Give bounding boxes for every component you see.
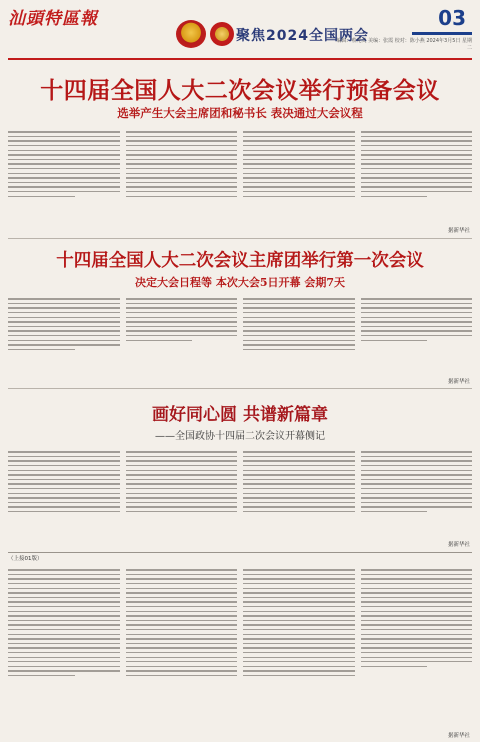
- body-text-line: [8, 191, 120, 192]
- body-text-line: [361, 615, 473, 616]
- body-text-line: [126, 666, 238, 667]
- body-text-line: [243, 643, 355, 644]
- body-text-line: [8, 479, 120, 480]
- body-text-line: [361, 335, 473, 336]
- body-text-line: [243, 182, 355, 183]
- body-text-line: [126, 638, 238, 639]
- body-text-line: [126, 163, 238, 164]
- body-text-line: [8, 312, 120, 313]
- body-text-line: [243, 335, 355, 336]
- body-text-line: [8, 470, 120, 471]
- article-2-column: [8, 295, 120, 377]
- body-text-line: [8, 588, 120, 589]
- body-text-line: [126, 620, 238, 621]
- body-text-line: [126, 511, 238, 512]
- body-text-line: [243, 506, 355, 507]
- body-text-line: [126, 451, 238, 452]
- body-text-line: [243, 340, 355, 341]
- body-text-line: [243, 451, 355, 452]
- body-text-line: [126, 136, 238, 137]
- article-1-headline: 十四届全国人大二次会议举行预备会议: [40, 78, 440, 104]
- article-2-subhead: 决定大会日程等 本次大会5日开幕 会期7天: [135, 276, 345, 289]
- body-text-line: [8, 661, 120, 662]
- body-text-line: [126, 456, 238, 457]
- body-text-line: [126, 159, 238, 160]
- body-text-line: [361, 643, 473, 644]
- body-text-line: [8, 606, 120, 607]
- body-text-line: [243, 150, 355, 151]
- body-text-line: [243, 344, 355, 345]
- edition-meta: 编辑：蔡光灵 美编：张霞 校对：陈小燕 2024年3月5日 星期二: [336, 38, 472, 51]
- body-text-line: [361, 592, 473, 593]
- body-text-line: [126, 488, 238, 489]
- article-1-body: [8, 128, 472, 224]
- body-text-line: [8, 583, 120, 584]
- body-text-line: [361, 601, 473, 602]
- page-number: 03: [438, 6, 466, 30]
- body-text-line: [8, 349, 75, 350]
- body-text-line: [8, 652, 120, 653]
- body-text-line: [361, 497, 473, 498]
- body-text-line: [8, 597, 120, 598]
- body-text-line: [243, 606, 355, 607]
- body-text-line: [361, 307, 473, 308]
- body-text-line: [243, 163, 355, 164]
- masthead-rule: [8, 58, 472, 60]
- article-3-byline: 据新华社: [447, 542, 470, 548]
- body-text-line: [126, 168, 238, 169]
- body-text-line: [361, 136, 473, 137]
- body-text-line: [8, 615, 120, 616]
- body-text-line: [361, 493, 473, 494]
- body-text-line: [361, 629, 473, 630]
- body-text-line: [243, 460, 355, 461]
- body-text-line: [243, 634, 355, 635]
- article-2-column: [126, 295, 238, 377]
- body-text-line: [243, 159, 355, 160]
- masthead: [0, 0, 480, 62]
- body-text-line: [8, 344, 120, 345]
- body-text-line: [243, 330, 355, 331]
- continued-column: [126, 566, 238, 730]
- article-1-column: [126, 128, 238, 224]
- body-text-line: [361, 140, 473, 141]
- body-text-line: [243, 611, 355, 612]
- article-2-body: [8, 295, 472, 377]
- body-text-line: [126, 497, 238, 498]
- body-text-line: [8, 638, 120, 639]
- body-text-line: [361, 661, 473, 662]
- body-text-line: [361, 606, 473, 607]
- body-text-line: [243, 511, 355, 512]
- body-text-line: [361, 647, 473, 648]
- body-text-line: [243, 583, 355, 584]
- body-text-line: [361, 470, 473, 471]
- body-text-line: [8, 493, 120, 494]
- body-text-line: [126, 312, 238, 313]
- body-text-line: [8, 321, 120, 322]
- body-text-line: [8, 647, 120, 648]
- article-3-body: [8, 448, 472, 540]
- section-title: 聚焦2024全国两会: [236, 28, 369, 44]
- body-text-line: [361, 624, 473, 625]
- body-text-line: [361, 298, 473, 299]
- article-1-subhead: 选举产生大会主席团和秘书长 表决通过大会议程: [117, 106, 363, 120]
- body-text-line: [361, 182, 473, 183]
- body-text-line: [243, 569, 355, 570]
- article-3-headline: 画好同心圆 共谱新篇章: [152, 405, 328, 425]
- body-text-line: [8, 163, 120, 164]
- body-text-line: [361, 488, 473, 489]
- body-text-line: [243, 154, 355, 155]
- body-text-line: [361, 150, 473, 151]
- article-1-column: [8, 128, 120, 224]
- body-text-line: [126, 624, 238, 625]
- body-text-line: [361, 340, 428, 341]
- body-text-line: [126, 298, 238, 299]
- body-text-line: [243, 145, 355, 146]
- body-text-line: [8, 298, 120, 299]
- body-text-line: [126, 592, 238, 593]
- body-text-line: [243, 675, 355, 676]
- body-text-line: [8, 460, 120, 461]
- body-text-line: [8, 159, 120, 160]
- body-text-line: [243, 670, 355, 671]
- body-text-line: [126, 303, 238, 304]
- article-divider: [8, 388, 472, 389]
- body-text-line: [361, 620, 473, 621]
- body-text-line: [243, 652, 355, 653]
- body-text-line: [126, 675, 238, 676]
- body-text-line: [8, 624, 120, 625]
- body-text-line: [8, 177, 120, 178]
- body-text-line: [126, 321, 238, 322]
- body-text-line: [361, 569, 473, 570]
- body-text-line: [243, 620, 355, 621]
- body-text-line: [8, 497, 120, 498]
- body-text-line: [126, 131, 238, 132]
- body-text-line: [126, 588, 238, 589]
- body-text-line: [126, 317, 238, 318]
- body-text-line: [243, 307, 355, 308]
- body-text-line: [361, 191, 473, 192]
- body-text-line: [243, 624, 355, 625]
- body-text-line: [8, 154, 120, 155]
- body-text-line: [126, 661, 238, 662]
- body-text-line: [8, 670, 120, 671]
- body-text-line: [126, 474, 238, 475]
- body-text-line: [126, 465, 238, 466]
- body-text-line: [126, 173, 238, 174]
- body-text-line: [126, 657, 238, 658]
- body-text-line: [243, 140, 355, 141]
- body-text-line: [243, 456, 355, 457]
- page-number-bar: [412, 32, 472, 35]
- continued-column: [243, 566, 355, 730]
- body-text-line: [126, 574, 238, 575]
- body-text-line: [126, 597, 238, 598]
- body-text-line: [8, 511, 120, 512]
- body-text-line: [126, 647, 238, 648]
- body-text-line: [361, 597, 473, 598]
- article-1-byline: 据新华社: [447, 228, 470, 234]
- body-text-line: [126, 611, 238, 612]
- body-text-line: [126, 606, 238, 607]
- body-text-line: [243, 483, 355, 484]
- body-text-line: [8, 657, 120, 658]
- body-text-line: [243, 191, 355, 192]
- body-text-line: [8, 340, 120, 341]
- body-text-line: [361, 163, 473, 164]
- body-text-line: [126, 629, 238, 630]
- body-text-line: [8, 611, 120, 612]
- body-text-line: [126, 186, 238, 187]
- article-1-column: [243, 128, 355, 224]
- continued-body: [8, 566, 472, 730]
- body-text-line: [8, 574, 120, 575]
- article-divider: [8, 238, 472, 239]
- cppcc-emblem-icon: [210, 22, 234, 46]
- body-text-line: [8, 569, 120, 570]
- article-2-headline: 十四届全国人大二次会议主席团举行第一次会议: [56, 251, 424, 271]
- body-text-line: [8, 634, 120, 635]
- article-2-column: [243, 295, 355, 377]
- body-text-line: [126, 177, 238, 178]
- body-text-line: [361, 657, 473, 658]
- body-text-line: [8, 592, 120, 593]
- body-text-line: [8, 578, 120, 579]
- newspaper-logo: 汕頭特區報: [8, 9, 98, 29]
- body-text-line: [243, 638, 355, 639]
- body-text-line: [126, 634, 238, 635]
- body-text-line: [361, 578, 473, 579]
- body-text-line: [243, 168, 355, 169]
- body-text-line: [8, 196, 75, 197]
- body-text-line: [243, 326, 355, 327]
- body-text-line: [361, 321, 473, 322]
- body-text-line: [243, 597, 355, 598]
- body-text-line: [8, 145, 120, 146]
- body-text-line: [361, 479, 473, 480]
- continued-label: （上接01版）: [8, 556, 43, 562]
- body-text-line: [361, 131, 473, 132]
- body-text-line: [361, 638, 473, 639]
- body-text-line: [126, 483, 238, 484]
- body-text-line: [243, 317, 355, 318]
- body-text-line: [361, 511, 428, 512]
- body-text-line: [126, 150, 238, 151]
- body-text-line: [8, 317, 120, 318]
- body-text-line: [361, 588, 473, 589]
- body-text-line: [8, 483, 120, 484]
- body-text-line: [8, 131, 120, 132]
- body-text-line: [8, 629, 120, 630]
- body-text-line: [8, 675, 75, 676]
- body-text-line: [126, 140, 238, 141]
- body-text-line: [361, 483, 473, 484]
- body-text-line: [243, 173, 355, 174]
- body-text-line: [243, 601, 355, 602]
- body-text-line: [361, 196, 428, 197]
- body-text-line: [8, 140, 120, 141]
- body-text-line: [361, 168, 473, 169]
- body-text-line: [126, 154, 238, 155]
- body-text-line: [361, 634, 473, 635]
- body-text-line: [361, 611, 473, 612]
- article-3-column: [8, 448, 120, 540]
- body-text-line: [8, 186, 120, 187]
- body-text-line: [126, 670, 238, 671]
- article-3-subhead: ——全国政协十四届二次会议开幕侧记: [155, 431, 325, 442]
- body-text-line: [126, 340, 193, 341]
- body-text-line: [126, 196, 238, 197]
- body-text-line: [361, 474, 473, 475]
- body-text-line: [126, 191, 238, 192]
- body-text-line: [8, 173, 120, 174]
- body-text-line: [243, 615, 355, 616]
- body-text-line: [8, 335, 120, 336]
- body-text-line: [126, 615, 238, 616]
- body-text-line: [361, 451, 473, 452]
- body-text-line: [243, 578, 355, 579]
- article-3-column: [361, 448, 473, 540]
- body-text-line: [243, 465, 355, 466]
- body-text-line: [8, 136, 120, 137]
- body-text-line: [361, 583, 473, 584]
- body-text-line: [243, 661, 355, 662]
- body-text-line: [126, 330, 238, 331]
- body-text-line: [8, 451, 120, 452]
- body-text-line: [8, 601, 120, 602]
- body-text-line: [243, 497, 355, 498]
- body-text-line: [126, 578, 238, 579]
- continued-byline: 据新华社: [447, 733, 470, 739]
- body-text-line: [361, 330, 473, 331]
- body-text-line: [8, 168, 120, 169]
- body-text-line: [243, 470, 355, 471]
- national-emblem-icon: [176, 20, 206, 48]
- body-text-line: [243, 502, 355, 503]
- body-text-line: [8, 474, 120, 475]
- body-text-line: [8, 465, 120, 466]
- body-text-line: [361, 154, 473, 155]
- body-text-line: [126, 502, 238, 503]
- body-text-line: [243, 592, 355, 593]
- body-text-line: [8, 330, 120, 331]
- body-text-line: [8, 307, 120, 308]
- body-text-line: [243, 312, 355, 313]
- body-text-line: [126, 182, 238, 183]
- body-text-line: [8, 182, 120, 183]
- body-text-line: [243, 303, 355, 304]
- continued-column: [361, 566, 473, 730]
- body-text-line: [243, 629, 355, 630]
- body-text-line: [126, 145, 238, 146]
- article-3-column: [126, 448, 238, 540]
- body-text-line: [243, 349, 355, 350]
- body-text-line: [361, 177, 473, 178]
- body-text-line: [243, 474, 355, 475]
- body-text-line: [361, 502, 473, 503]
- body-text-line: [126, 643, 238, 644]
- body-text-line: [243, 647, 355, 648]
- article-2-column: [361, 295, 473, 377]
- body-text-line: [126, 652, 238, 653]
- article-3-column: [243, 448, 355, 540]
- article-1-column: [361, 128, 473, 224]
- body-text-line: [243, 321, 355, 322]
- body-text-line: [361, 652, 473, 653]
- body-text-line: [8, 488, 120, 489]
- body-text-line: [243, 588, 355, 589]
- body-text-line: [243, 298, 355, 299]
- body-text-line: [243, 657, 355, 658]
- body-text-line: [361, 173, 473, 174]
- body-text-line: [126, 460, 238, 461]
- body-text-line: [361, 159, 473, 160]
- body-text-line: [8, 666, 120, 667]
- body-text-line: [126, 569, 238, 570]
- body-text-line: [361, 465, 473, 466]
- body-text-line: [243, 196, 355, 197]
- body-text-line: [8, 620, 120, 621]
- body-text-line: [126, 307, 238, 308]
- body-text-line: [126, 601, 238, 602]
- body-text-line: [243, 479, 355, 480]
- body-text-line: [126, 326, 238, 327]
- body-text-line: [361, 317, 473, 318]
- body-text-line: [243, 493, 355, 494]
- body-text-line: [8, 456, 120, 457]
- body-text-line: [243, 186, 355, 187]
- body-text-line: [8, 506, 120, 507]
- body-text-line: [361, 460, 473, 461]
- body-text-line: [243, 666, 355, 667]
- body-text-line: [361, 326, 473, 327]
- body-text-line: [361, 666, 428, 667]
- body-text-line: [126, 479, 238, 480]
- body-text-line: [126, 335, 238, 336]
- article-2-byline: 据新华社: [447, 379, 470, 385]
- body-text-line: [126, 583, 238, 584]
- body-text-line: [8, 150, 120, 151]
- body-text-line: [361, 574, 473, 575]
- continued-column: [8, 566, 120, 730]
- body-text-line: [243, 136, 355, 137]
- body-text-line: [361, 506, 473, 507]
- body-text-line: [361, 145, 473, 146]
- body-text-line: [361, 303, 473, 304]
- body-text-line: [243, 574, 355, 575]
- body-text-line: [243, 131, 355, 132]
- body-text-line: [361, 312, 473, 313]
- body-text-line: [126, 470, 238, 471]
- body-text-line: [243, 177, 355, 178]
- body-text-line: [361, 186, 473, 187]
- body-text-line: [8, 326, 120, 327]
- body-text-line: [126, 506, 238, 507]
- body-text-line: [126, 493, 238, 494]
- body-text-line: [361, 456, 473, 457]
- body-text-line: [8, 502, 120, 503]
- body-text-line: [8, 303, 120, 304]
- body-text-line: [8, 643, 120, 644]
- body-text-line: [243, 488, 355, 489]
